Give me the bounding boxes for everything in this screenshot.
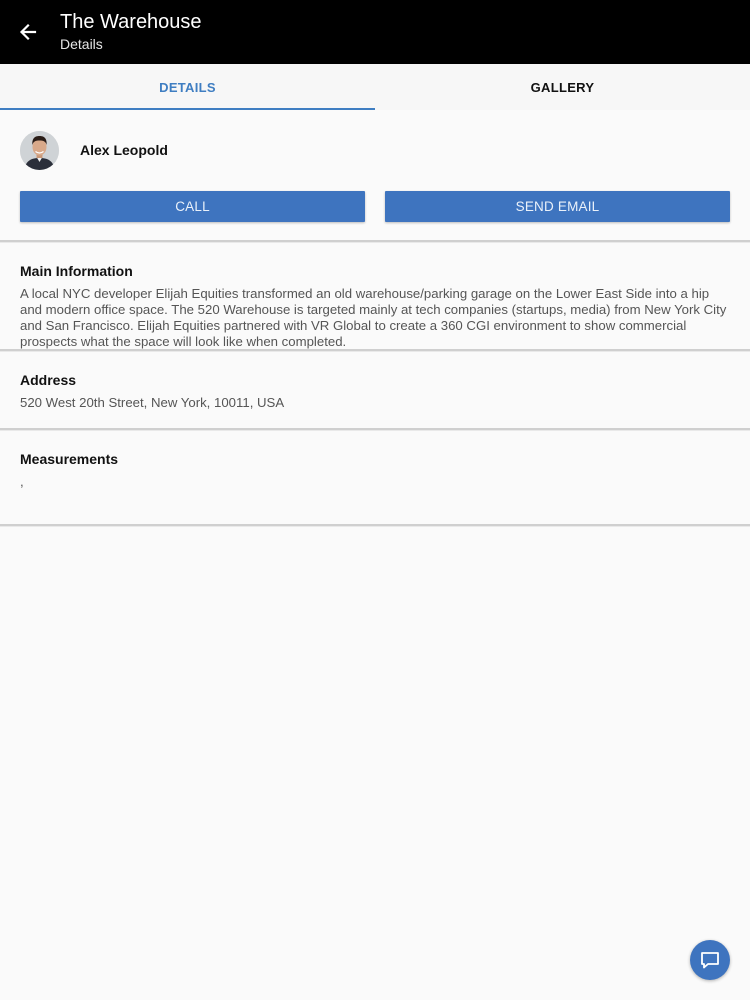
contact-card bbox=[0, 110, 750, 191]
person-photo-icon bbox=[20, 131, 59, 170]
address-section bbox=[0, 352, 750, 428]
avatar bbox=[20, 131, 59, 170]
call-button[interactable]: CALL bbox=[20, 191, 365, 222]
main-information-text: A local NYC developer Elijah Equities transformed an old warehouse/parking garage on the Lower East Side into a hip and modern office space. The 520 Warehouse is targeted mainly at tech companies (startups, media) from New York City and San Francisco. Elijah Equities partnered with VR Global to create a 360 CGI environment to show commercial prospects what the space will look like when completed. bbox=[20, 286, 727, 349]
page-title: The Warehouse bbox=[60, 11, 202, 33]
divider bbox=[0, 524, 750, 527]
section-title: Address bbox=[20, 372, 77, 388]
title-block bbox=[60, 9, 202, 53]
contact-name: Alex Leopold bbox=[80, 142, 168, 158]
section-title: Measurements bbox=[20, 451, 119, 467]
measurements-section bbox=[0, 431, 750, 524]
message-icon bbox=[699, 949, 721, 971]
app-bar bbox=[0, 0, 750, 64]
page-subtitle: Details bbox=[60, 36, 103, 52]
tab-details[interactable]: DETAILS bbox=[0, 64, 375, 110]
send-email-button[interactable]: SEND EMAIL bbox=[385, 191, 730, 222]
tab-bar bbox=[0, 64, 750, 110]
address-text: 520 West 20th Street, New York, 10011, USA bbox=[20, 395, 285, 410]
section-title: Main Information bbox=[20, 263, 133, 279]
tab-gallery[interactable]: GALLERY bbox=[530, 79, 595, 95]
arrow-left-icon bbox=[18, 22, 38, 42]
contact-actions bbox=[0, 191, 750, 222]
chat-fab-button[interactable] bbox=[690, 940, 730, 980]
measurements-text: , bbox=[20, 474, 24, 489]
main-information-section bbox=[0, 243, 750, 349]
back-button[interactable] bbox=[10, 14, 46, 50]
